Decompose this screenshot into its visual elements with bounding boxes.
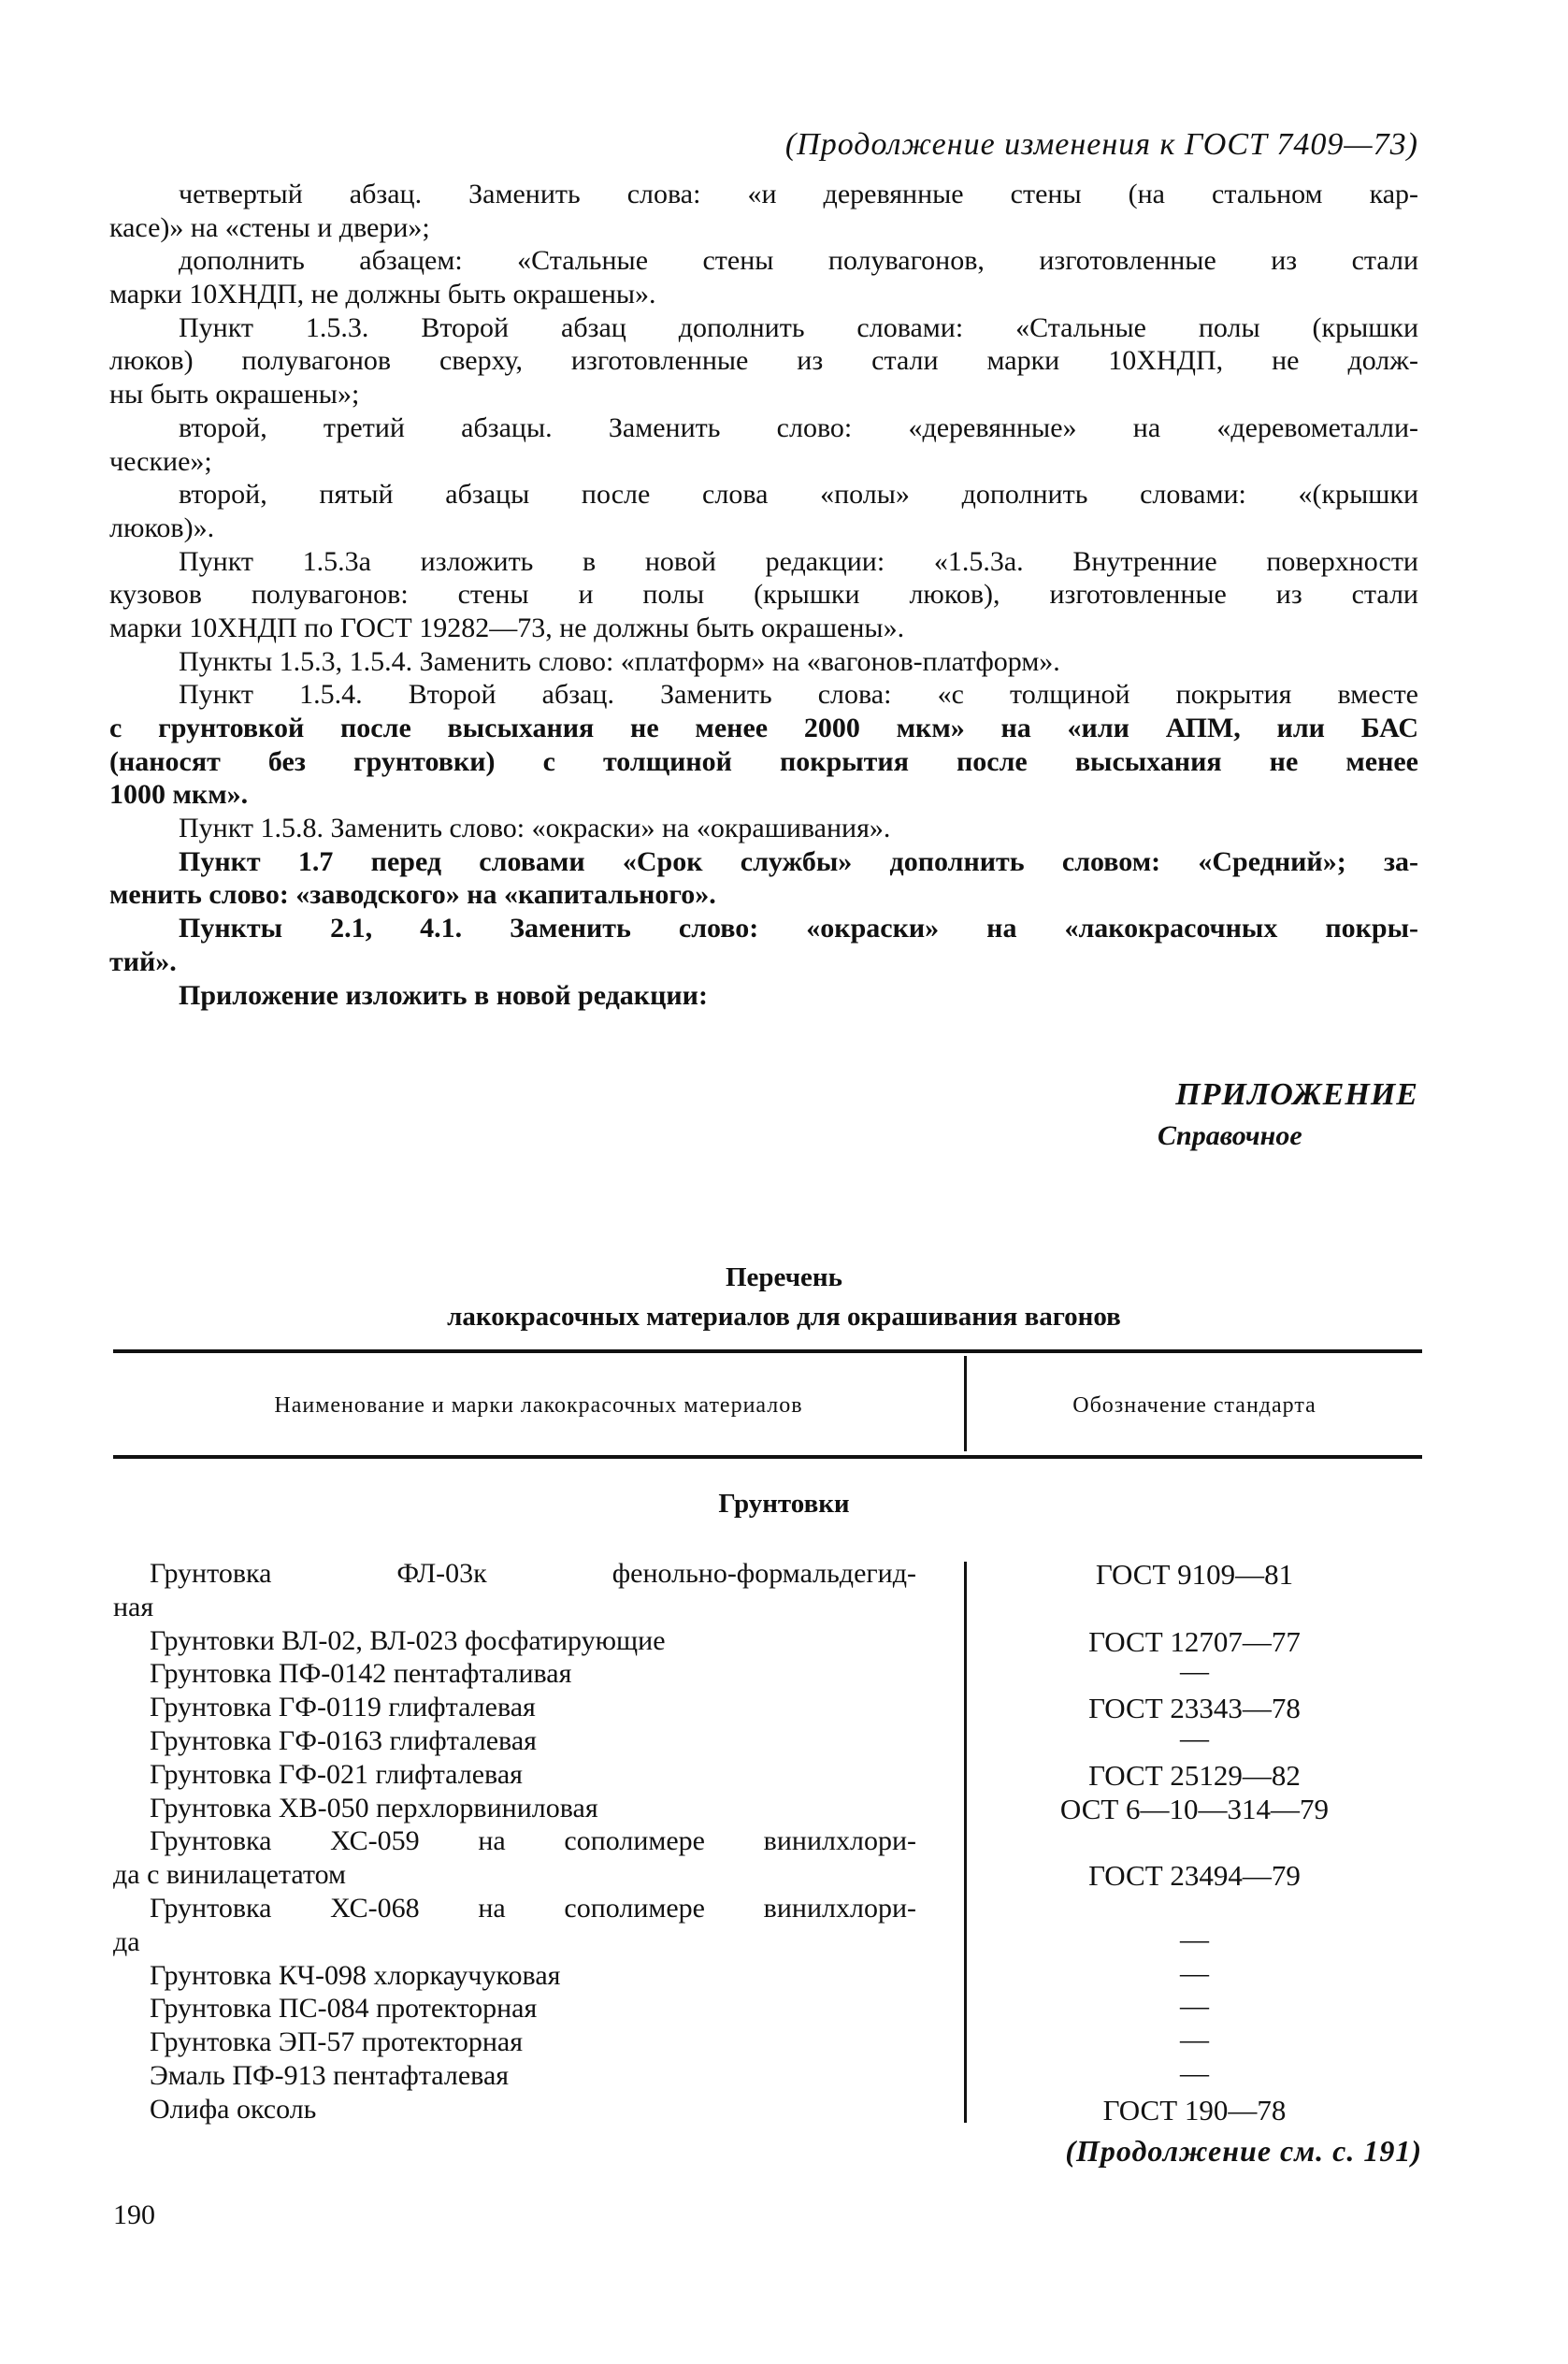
body-line: второй, пятый абзацы после слова «полы» дополнить словами: «(крышки bbox=[179, 479, 1418, 511]
table-row-material: Грунтовка ХВ-050 перхлорвиниловая bbox=[150, 1792, 598, 1823]
table-row-material: Эмаль ПФ-913 пентафталевая bbox=[150, 2060, 510, 2091]
body-line: Пункты 1.5.3, 1.5.4. Заменить слово: «платформ» на «вагонов-платформ». bbox=[179, 645, 1060, 677]
body-line: марки 10ХНДП, не должны быть окрашены». bbox=[109, 279, 656, 310]
body-line: Пункт 1.5.4. Второй абзац. Заменить слова: «с толщиной покрытия вместе bbox=[179, 679, 1418, 711]
table-row-material: да с винилацетатом bbox=[113, 1859, 347, 1891]
table-row-standard: ГОСТ 25129—82 bbox=[1088, 1758, 1301, 1792]
table-row-material: ная bbox=[113, 1591, 154, 1622]
body-line: Приложение изложить в новой редакции: bbox=[179, 979, 708, 1011]
table-row-material: Грунтовка ХС-059 на сополимере винилхлори- bbox=[150, 1825, 916, 1857]
table-row-material: Грунтовки ВЛ-02, ВЛ-023 фосфатирующие bbox=[150, 1624, 666, 1656]
body-line: Пункт 1.7 перед словами «Срок службы» дополнить словом: «Средний»; за- bbox=[179, 845, 1418, 877]
table-header-standard: Обозначение стандарта bbox=[1072, 1393, 1316, 1418]
body-line: 1000 мкм». bbox=[109, 779, 249, 811]
list-title: Перечень bbox=[726, 1262, 842, 1292]
body-line: четвертый абзац. Заменить слова: «и деревянные стены (на стальном кар- bbox=[179, 179, 1418, 209]
table-row-standard: ОСТ 6—10—314—79 bbox=[1059, 1792, 1330, 1825]
body-line: люков)». bbox=[109, 512, 215, 543]
table-row-material: Грунтовка ЭП-57 протекторная bbox=[150, 2026, 524, 2058]
table-row-standard: ГОСТ 23494—79 bbox=[1088, 1859, 1301, 1893]
body-line: Пункт 1.5.8. Заменить слово: «окраски» на «окрашивания». bbox=[179, 813, 891, 844]
table-row-standard: — bbox=[1180, 1989, 1209, 2023]
body-line: марки 10ХНДП по ГОСТ 19282—73, не должны быть окрашены». bbox=[109, 612, 905, 643]
body-line: ны быть окрашены»; bbox=[109, 379, 360, 411]
table-row-standard: — bbox=[1180, 1955, 1209, 1989]
body-line: Пункты 2.1, 4.1. Заменить слово: «окраски» на «лакокрасочных покры- bbox=[179, 913, 1418, 944]
body-line: второй, третий абзацы. Заменить слово: «деревянные» на «деревометалли- bbox=[179, 411, 1418, 443]
body-line: (наносят без грунтовки) с толщиной покрытия после высыхания не менее bbox=[109, 745, 1418, 777]
body-line: люков) полувагонов сверху, изготовленные из стали марки 10ХНДП, не долж- bbox=[109, 345, 1418, 377]
table-row-material: Грунтовка ГФ-0119 глифталевая bbox=[150, 1692, 536, 1723]
table-row-standard: ГОСТ 12707—77 bbox=[1088, 1624, 1301, 1658]
body-line: дополнить абзацем: «Стальные стены полувагонов, изготовленные из стали bbox=[179, 245, 1418, 277]
table-row-material: Грунтовка ПФ-0142 пентафталивая bbox=[150, 1658, 572, 1690]
list-subtitle: лакокрасочных материалов для окрашивания вагонов bbox=[447, 1302, 1121, 1332]
table-header-bottom-rule bbox=[113, 1455, 1422, 1459]
table-row-material: Грунтовка ГФ-0163 глифталевая bbox=[150, 1725, 537, 1756]
table-row-standard: — bbox=[1180, 2023, 1209, 2056]
body-line: кузовов полувагонов: стены и полы (крышки люков), изготовленные из стали bbox=[109, 579, 1418, 611]
table-row-standard: ГОСТ 9109—81 bbox=[1095, 1558, 1294, 1591]
body-line: Пункт 1.5.3. Второй абзац дополнить словами: «Стальные полы (крышки bbox=[179, 311, 1418, 343]
table-row-standard: — bbox=[1180, 1722, 1209, 1754]
table-row-standard: ГОСТ 190—78 bbox=[1102, 2093, 1287, 2126]
page-number: 190 bbox=[113, 2199, 155, 2230]
table-section-heading: Грунтовки bbox=[718, 1489, 850, 1519]
table-row-material: Грунтовка ПС-084 протекторная bbox=[150, 1993, 538, 2025]
body-line: касе)» на «стены и двери»; bbox=[109, 211, 430, 243]
table-row-material: Грунтовка ХС-068 на сополимере винилхлори- bbox=[150, 1893, 916, 1924]
table-header-name: Наименование и марки лакокрасочных материалов bbox=[274, 1393, 803, 1418]
body-line: ческие»; bbox=[109, 445, 212, 477]
body-line: с грунтовкой после высыхания не менее 2000 мкм» на «или АПМ, или БАС bbox=[109, 713, 1418, 743]
running-head: (Продолжение изменения к ГОСТ 7409—73) bbox=[784, 127, 1418, 162]
table-row-standard: — bbox=[1180, 2056, 1209, 2089]
table-top-rule bbox=[113, 1349, 1422, 1353]
continuation-note: (Продолжение см. с. 191) bbox=[1065, 2134, 1422, 2168]
appendix-title: ПРИЛОЖЕНИЕ bbox=[1175, 1077, 1418, 1112]
table-row-material: Грунтовка КЧ-098 хлоркаучуковая bbox=[150, 1959, 561, 1991]
table-row-material: Грунтовка ФЛ-03к фенольно-формальдегид- bbox=[150, 1558, 916, 1589]
appendix-subtitle: Справочное bbox=[1158, 1120, 1302, 1151]
table-row-standard: — bbox=[1180, 1654, 1209, 1688]
body-line: менить слово: «заводского» на «капитального». bbox=[109, 879, 716, 911]
table-row-standard: — bbox=[1180, 1922, 1209, 1955]
body-line: Пункт 1.5.3а изложить в новой редакции: «1.5.3а. Внутренние поверхности bbox=[179, 545, 1418, 577]
table-row-material: да bbox=[113, 1925, 140, 1957]
body-line: тий». bbox=[109, 945, 177, 977]
amendment-body bbox=[109, 178, 1418, 1012]
table-row-material: Олифа оксоль bbox=[150, 2093, 317, 2125]
table-row-standard: ГОСТ 23343—78 bbox=[1088, 1692, 1301, 1725]
table-row-material: Грунтовка ГФ-021 глифталевая bbox=[150, 1758, 523, 1790]
